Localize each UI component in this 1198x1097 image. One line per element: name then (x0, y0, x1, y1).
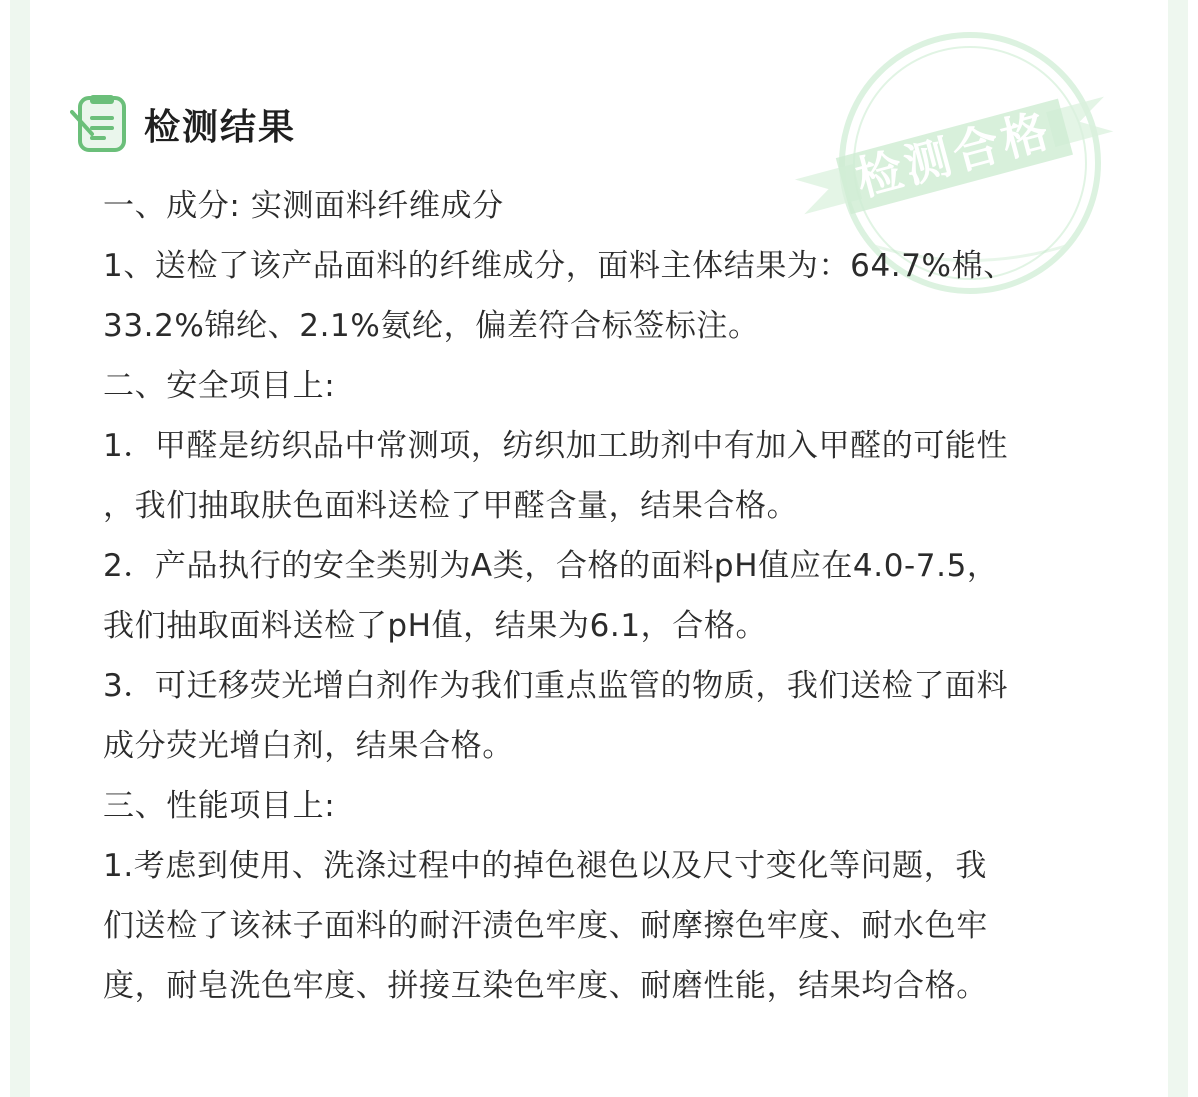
text-line: 我们抽取面料送检了pH值，结果为6.1，合格。 (103, 608, 768, 644)
text-line: 1、送检了该产品面料的纤维成分，面料主体结果为：64.7%棉、 (103, 248, 1015, 284)
checklist-icon (70, 94, 130, 154)
section-title: 检测结果 (144, 106, 297, 148)
text-line: 1.考虑到使用、洗涤过程中的掉色褪色以及尺寸变化等问题，我 (103, 848, 987, 884)
text-line: 1．甲醛是纺织品中常测项，纺织加工助剂中有加入甲醛的可能性 (103, 428, 1009, 464)
section-heading-composition: 一、成分: 实测面料纤维成分 (103, 188, 504, 224)
text-line: 成分荧光增白剂，结果合格。 (103, 728, 514, 764)
text-line: 度，耐皂洗色牢度、拼接互染色牢度、耐磨性能，结果均合格。 (103, 968, 988, 1004)
right-side-bar (1168, 0, 1188, 1097)
section-header (70, 94, 296, 154)
text-line: 2．产品执行的安全类别为A类，合格的面料pH值应在4.0-7.5， (103, 548, 999, 584)
section-heading-safety: 二、安全项目上: (103, 368, 336, 404)
section-heading-performance: 三、性能项目上: (103, 788, 336, 824)
text-line: 33.2%锦纶、2.1%氨纶，偏差符合标签标注。 (103, 308, 760, 344)
svg-text:检测合格: 检测合格 (850, 102, 1058, 207)
text-line: 3．可迁移荧光增白剂作为我们重点监管的物质，我们送检了面料 (103, 668, 1009, 704)
result-content (103, 176, 1123, 1016)
text-line: 们送检了该袜子面料的耐汗渍色牢度、耐摩擦色牢度、耐水色牢 (103, 908, 988, 944)
text-line: ，我们抽取肤色面料送检了甲醛含量，结果合格。 (103, 488, 799, 524)
left-side-bar (10, 0, 30, 1097)
